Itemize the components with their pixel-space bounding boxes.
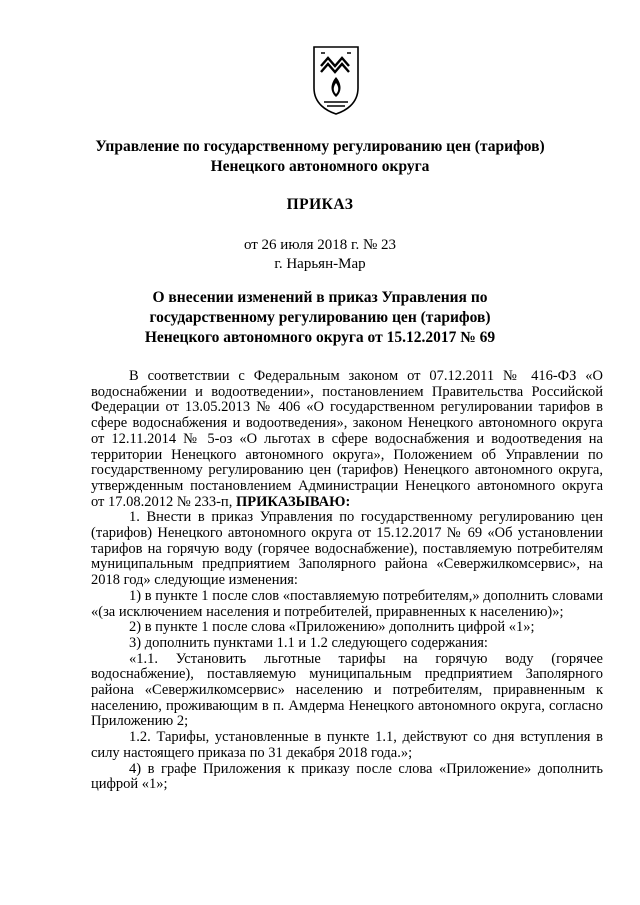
preamble-text: В соответствии с Федеральным законом от 07.12.2011 № 416-ФЗ «О водоснабжении и водоотведении», постановлением Правительства Российской Федерации от 13.05.2013 № 406 «О государственном регулировании тарифов в сфере водоснабжения и водоотведения», законом Ненецкого автономного округа от 12.11.2014 № 5-оз «О льготах в сфере водоснабжения и водоотведения на территории Ненецкого автономного округа», Положением об Управлении по государственному регулированию цен (тарифов) Ненецкого автономного округа, утвержденным постановлением Администрации Ненецкого автономного округа от 17.08.2012 № 233-п, — [91, 368, 603, 510]
quoted-paragraph-1-2: 1.2. Тарифы, установленные в пункте 1.1, действуют со дня вступления в силу настоящего приказа по 31 декабря 2018 года.»; — [91, 729, 603, 761]
item-1-paragraph: 1. Внести в приказ Управления по государственному регулированию цен (тарифов) Ненецкого автономного округа от 15.12.2017 № 69 «Об установлении тарифов на горячую воду (горячее водоснабжение), поставляемую потребителям муниципальным предприятием Заполярного района «Севержилкомсервис», на 2018 год» следующие изменения: — [91, 509, 603, 589]
document-body — [91, 369, 603, 793]
quoted-paragraph-1-1: «1.1. Установить льготные тарифы на горячую воду (горячее водоснабжение), поставляемую муниципальным предприятием Заполярного района «Севержилкомсервис» населению и потребителям, приравненным к населению, проживающим в п. Амдерма Ненецкого автономного округа, согласно Приложению 2; — [91, 650, 603, 730]
subject-line: О внесении изменений в приказ Управления по — [152, 289, 488, 306]
subitem-3-paragraph: 3) дополнить пунктами 1.1 и 1.2 следующего содержания: — [129, 634, 488, 651]
subitem-1-paragraph: 1) в пункте 1 после слов «поставляемую потребителям,» дополнить словами «(за исключением населения и потребителей, приравненных к населению)»; — [91, 587, 603, 620]
subject-line: государственному регулированию цен (тарифов) — [149, 309, 491, 326]
organization-line: Управление по государственному регулированию цен (тарифов) — [95, 138, 545, 155]
organization-line: Ненецкого автономного округа — [210, 158, 430, 175]
document-type: ПРИКАЗ — [286, 196, 354, 213]
coat-of-arms-emblem — [311, 44, 361, 116]
subitem-4-paragraph: 4) в графе Приложения к приказу после слова «Приложение» дополнить цифрой «1»; — [91, 760, 603, 793]
document-city: г. Нарьян-Мар — [274, 256, 366, 272]
document-subject — [0, 288, 640, 348]
organization-name — [0, 137, 640, 177]
document-date: от 26 июля 2018 г. № 23 — [243, 237, 397, 253]
preamble-paragraph — [91, 369, 603, 510]
subject-line: Ненецкого автономного округа от 15.12.2017 № 69 — [144, 329, 496, 346]
order-word: ПРИКАЗЫВАЮ: — [235, 493, 351, 510]
subitem-2-paragraph: 2) в пункте 1 после слова «Приложению» дополнить цифрой «1»; — [129, 619, 535, 636]
date-block — [0, 236, 640, 274]
